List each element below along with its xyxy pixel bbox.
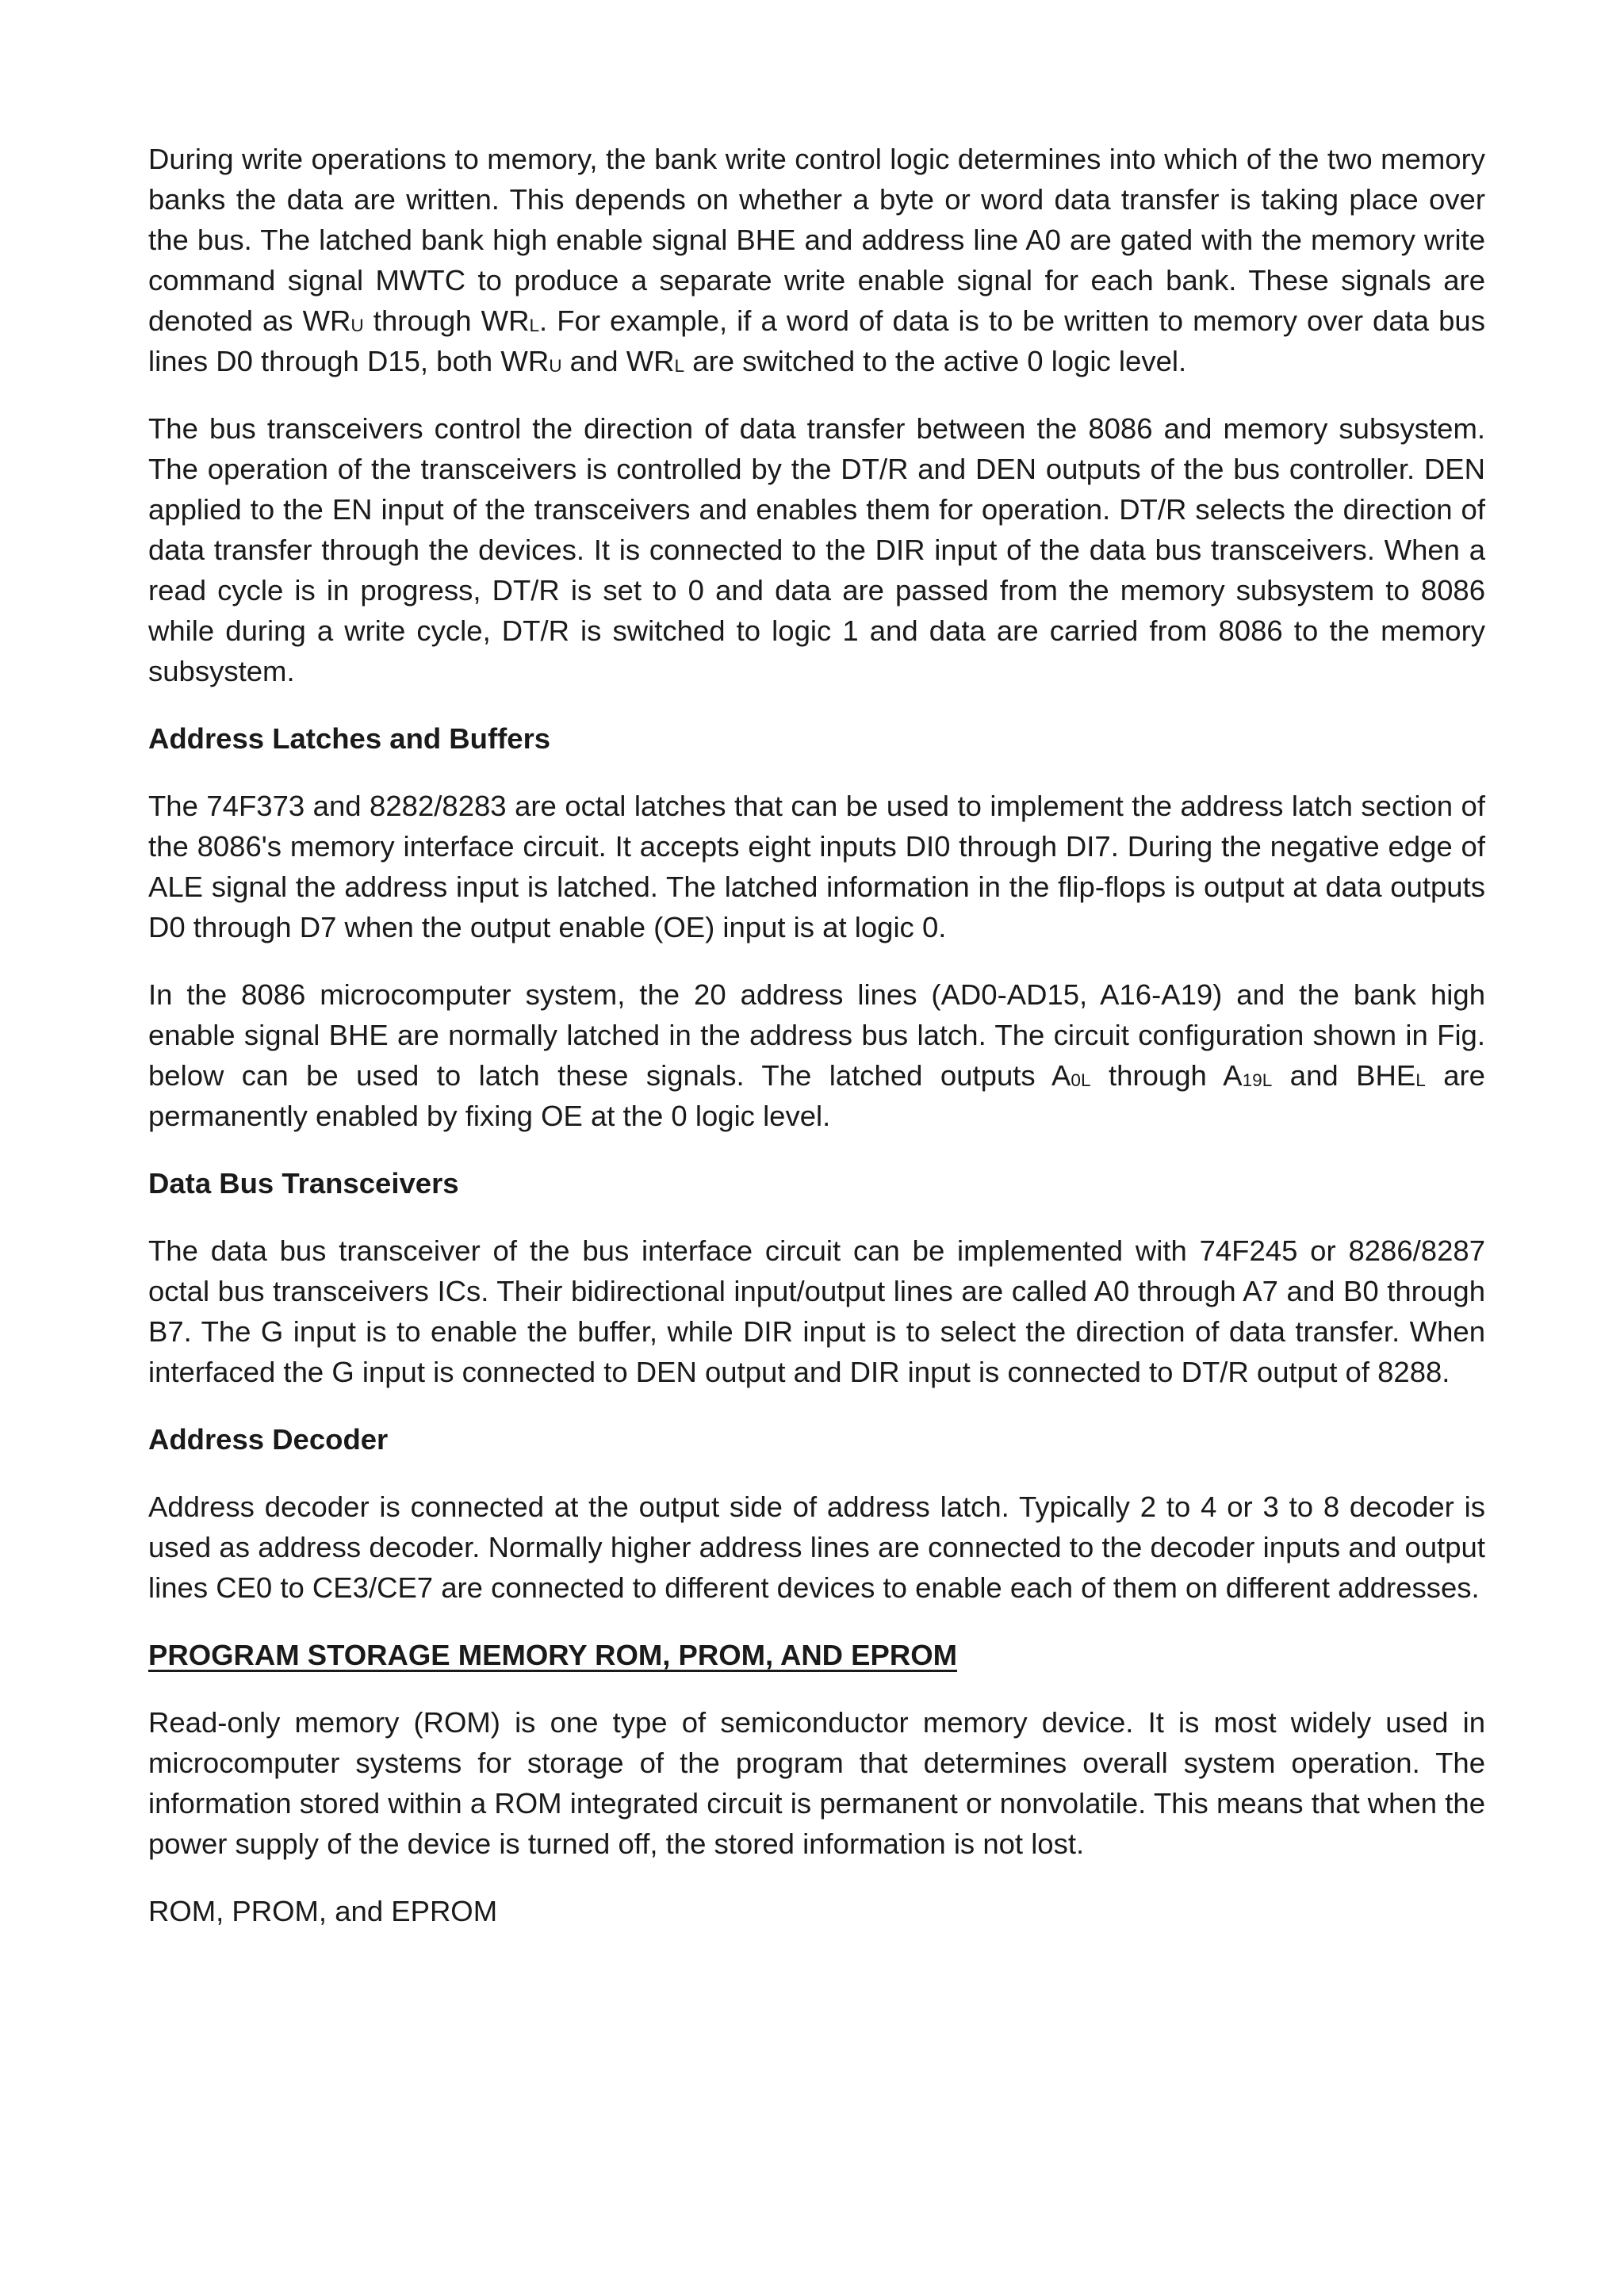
- heading-data-bus-transceivers: Data Bus Transceivers: [148, 1167, 459, 1200]
- text-run: are switched to the active 0 logic level.: [684, 345, 1187, 377]
- paragraph-address-decoder: Address decoder is connected at the output side of address latch. Typically 2 to 4 or 3 to 8 decoder is used as address decoder. Normally higher address lines are connected to the decoder inputs and output lines CE0 to CE3/CE7 are connected to different devices to enable each of them on different addresses.: [148, 1490, 1485, 1604]
- heading-address-decoder: Address Decoder: [148, 1423, 389, 1456]
- heading-address-latches: Address Latches and Buffers: [148, 722, 551, 755]
- paragraph-octal-latches: The 74F373 and 8282/8283 are octal latches that can be used to implement the address latch section of the 8086's memory interface circuit. It accepts eight inputs DI0 through DI7. During the negative edge of ALE signal the address input is latched. The latched information in the flip-flops is output at data outputs D0 through D7 when the output enable (OE) input is at logic 0.: [148, 790, 1485, 943]
- paragraph-data-bus-transceiver: The data bus transceiver of the bus interface circuit can be implemented with 74F245 or 8286/8287 octal bus transceivers ICs. Their bidirectional input/output lines are called A0 through A7 and B0 through B7. The G input is to enable the buffer, while DIR input is to select the direction of data transfer. When interfaced the G input is connected to DEN output and DIR input is connected to DT/R output of 8288.: [148, 1234, 1485, 1388]
- paragraph-address-lines: [148, 974, 1485, 1136]
- text-run: are permanently enabled by fixing OE at the 0 logic level.: [148, 1059, 1485, 1132]
- text-run: through A: [1090, 1059, 1243, 1092]
- paragraph-rom: Read-only memory (ROM) is one type of semiconductor memory device. It is most widely used in microcomputer systems for storage of the program that determines overall system operation. The information stored within a ROM integrated circuit is permanent or nonvolatile. This means that when the power supply of the device is turned off, the stored information is not lost.: [148, 1706, 1485, 1860]
- text-run: During write operations to memory, the bank write control logic determines into which of the two memory banks the data are written. This depends on whether a byte or word data transfer is taking place over the bus. The latched bank high enable signal BHE and address line A0 are gated with the memory write command signal MWTC to produce a separate write enable signal for each bank. These signals are denoted as WR: [148, 143, 1485, 337]
- text-run: . For example, if a word of data is to be written to memory over data bus lines D0 through D15, both WR: [148, 304, 1485, 377]
- text-run: and BHE: [1272, 1059, 1416, 1092]
- subscript: 0L: [1071, 1070, 1091, 1091]
- heading-program-storage-memory: PROGRAM STORAGE MEMORY ROM, PROM, AND EPROM: [148, 1639, 958, 1671]
- paragraph-rom-prom-eprom: ROM, PROM, and EPROM: [148, 1895, 498, 1927]
- subscript: U: [549, 356, 562, 377]
- subscript: L: [674, 356, 685, 377]
- text-run: and WR: [561, 345, 675, 377]
- subscript: L: [529, 316, 540, 336]
- subscript: L: [1415, 1070, 1426, 1091]
- text-run: In the 8086 microcomputer system, the 20 address lines (AD0-AD15, A16-A19) and the bank high enable signal BHE are normally latched in the address bus latch. The circuit configuration shown in Fig. below can be used to latch these signals. The latched outputs A: [148, 978, 1485, 1092]
- subscript: 19L: [1242, 1070, 1273, 1091]
- text-run: through WR: [363, 304, 530, 337]
- subscript: U: [350, 316, 364, 336]
- paragraph-bus-transceivers: The bus transceivers control the direction of data transfer between the 8086 and memory subsystem. The operation of the transceivers is controlled by the DT/R and DEN outputs of the bus controller. DEN applied to the EN input of the transceivers and enables them for operation. DT/R selects the direction of data transfer through the devices. It is connected to the DIR input of the data bus transceivers. When a read cycle is in progress, DT/R is set to 0 and data are passed from the memory subsystem to 8086 while during a write cycle, DT/R is switched to logic 1 and data are carried from 8086 to the memory subsystem.: [148, 412, 1485, 687]
- paragraph-bank-write-control: [148, 139, 1485, 381]
- document-page: [148, 139, 1485, 1958]
